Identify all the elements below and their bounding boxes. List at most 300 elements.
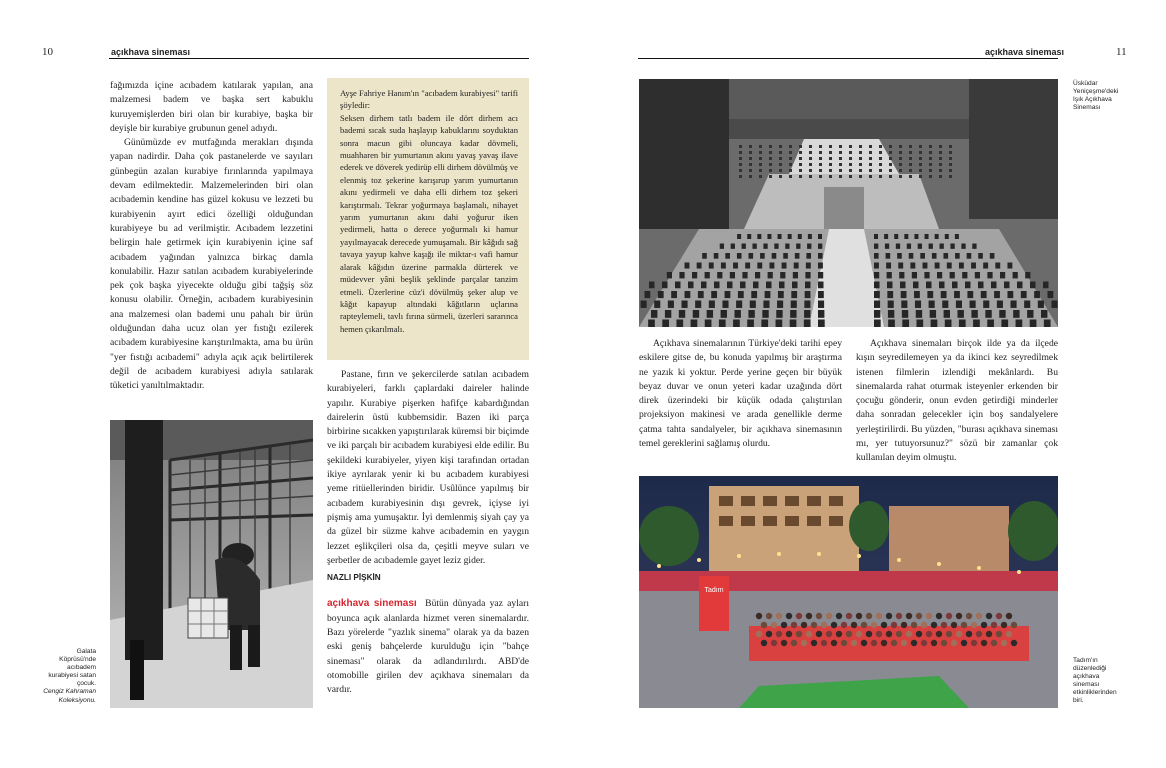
cinema-chair [944, 310, 950, 318]
left-column-2 [327, 368, 529, 698]
entry-paragraph [327, 597, 529, 697]
cinema-chair [898, 263, 903, 269]
cinema-chair [1038, 301, 1044, 308]
cinema-chair [978, 253, 983, 259]
cinema-chair [760, 253, 765, 259]
cinema-chair [796, 244, 800, 249]
cinema-chair [779, 169, 782, 172]
caption-line: Işık Açıkhava [1073, 96, 1112, 104]
recipe-sidebar [327, 78, 529, 360]
cinema-chair [748, 310, 754, 318]
cinema-chair [774, 244, 778, 249]
audience-member [866, 631, 872, 637]
cinema-chair [790, 320, 797, 328]
cinema-chair [1017, 282, 1023, 289]
cinema-chair [899, 272, 904, 278]
cinema-chair [809, 145, 812, 148]
cinema-chair [691, 320, 698, 328]
audience-member [901, 640, 907, 646]
audience-member [896, 631, 902, 637]
caption-line: Galata [76, 648, 96, 655]
cinema-chair [714, 253, 719, 259]
cinema-chair [818, 310, 824, 318]
cinema-chair [939, 145, 942, 148]
cinema-chair [759, 169, 762, 172]
audience-member [881, 640, 887, 646]
cinema-chair [829, 145, 832, 148]
cinema-chair [975, 272, 980, 278]
cinema-chair [819, 157, 822, 160]
audience-member [761, 622, 767, 628]
cinema-chair [809, 169, 812, 172]
cinema-chair [765, 291, 771, 298]
cinema-chair [967, 291, 973, 298]
cinema-chair [806, 253, 811, 259]
cinema-chair [949, 157, 952, 160]
cinema-chair [1021, 291, 1027, 298]
cinema-chair [939, 151, 942, 154]
cinema-chair [701, 282, 707, 289]
cinema-chair [889, 163, 892, 166]
cinema-chair [778, 234, 782, 239]
cinema-chair [679, 310, 685, 318]
cinema-chair [799, 151, 802, 154]
cinema-chair [902, 320, 909, 328]
cinema-chair [869, 175, 872, 178]
cinema-chair [665, 310, 671, 318]
audience-member [856, 631, 862, 637]
audience-member [861, 640, 867, 646]
cinema-chair [766, 282, 772, 289]
cinema-chair [965, 282, 971, 289]
cinema-chair [805, 282, 811, 289]
cinema-chair [818, 272, 823, 278]
audience-member [826, 613, 832, 619]
cinema-chair [818, 244, 822, 249]
cinema-chair [679, 272, 684, 278]
audience-member [936, 613, 942, 619]
audience-member [761, 640, 767, 646]
cinema-chair [654, 301, 660, 308]
page-number-right: 11 [1116, 46, 1127, 58]
cinema-chair [819, 163, 822, 166]
paragraph: Ayşe Fahriye Hanım'ın "acıbadem kurabiyesi" tarifi şöyledir: [340, 88, 518, 111]
cinema-chair [819, 145, 822, 148]
cinema-chair [783, 253, 788, 259]
cinema-chair [947, 263, 952, 269]
cinema-chair [779, 282, 785, 289]
audience-member [1006, 631, 1012, 637]
audience-member [996, 631, 1002, 637]
cinema-chair [705, 320, 712, 328]
cinema-chair [740, 282, 746, 289]
cinema-chair [949, 163, 952, 166]
cinema-chair [1027, 310, 1033, 318]
cinema-chair [919, 151, 922, 154]
cinema-chair [768, 272, 773, 278]
cinema-chair [1016, 320, 1023, 328]
audience-member [946, 631, 952, 637]
entry-heading: açıkhava sineması [327, 598, 417, 610]
cinema-chair [668, 301, 674, 308]
cinema-chair [894, 234, 898, 239]
audience-member [926, 613, 932, 619]
cinema-chair [869, 169, 872, 172]
cinema-chair [676, 320, 683, 328]
cinema-chair [879, 157, 882, 160]
cinema-chair [759, 175, 762, 178]
cinema-chair [753, 282, 759, 289]
cinema-chair [929, 151, 932, 154]
cinema-chair [779, 157, 782, 160]
cinema-chair [791, 291, 797, 298]
cinema-chair [914, 291, 920, 298]
audience-member [756, 631, 762, 637]
cinema-chair [695, 301, 701, 308]
cinema-chair [739, 163, 742, 166]
audience-member [986, 631, 992, 637]
cinema-chair [742, 244, 746, 249]
audience-member [966, 631, 972, 637]
paragraph: Açıkhava sinemalarının Türkiye'deki tarihi epey eskilere gitse de, bu konuda yapılmış bir araştırma ne yazık ki yoktur. Perde yerine geçen bir büyük beyaz duvar ve onun yeteri kadar uzağında dört direk üzerindeki bir küçük odada çalıştırılan projeksiyon makinesi ve arada genellikle derme çatma tahta sandalyeler, bir açıkhava sinemasının temel gereklerini sağlamış olurdu. [639, 338, 842, 450]
cinema-chair [913, 282, 919, 289]
audience-member [806, 613, 812, 619]
cinema-chair [737, 234, 741, 239]
audience-member [766, 631, 772, 637]
cinema-chair [885, 244, 889, 249]
cinema-chair [886, 253, 891, 259]
cinema-chair [1007, 291, 1013, 298]
cinema-chair [804, 301, 810, 308]
cinema-chair [804, 310, 810, 318]
audience-member [956, 613, 962, 619]
audience-member [831, 640, 837, 646]
audience-member [901, 622, 907, 628]
caption-line: Köprüsü'nde [59, 656, 96, 664]
cinema-chair [886, 263, 891, 269]
cinema-chair [763, 244, 767, 249]
cinema-chair [759, 151, 762, 154]
cinema-chair [949, 169, 952, 172]
cinema-chair [789, 157, 792, 160]
cinema-chair [789, 151, 792, 154]
cinema-chair [793, 272, 798, 278]
audience-member [931, 622, 937, 628]
audience-member [816, 613, 822, 619]
cinema-chair [780, 272, 785, 278]
audience-member [801, 622, 807, 628]
paragraph: Seksen dirhem tatlı badem ile dört dirhem acı bademi sıcak suda haşlayıp kabuklarını soyduktan sonra macun gibi oluncaya kadar dövmeli, muahharen bir yumurtanın akını yavaş yavaş ilave ederek ve döverek yedirüp elli dirhem dövülmüş ve elenmiş toz şekerine karışırup yarım yumurtanın akını yedirmeli ve daha elli dirhem toz şekeri karıştırmalı. Tekrar yoğurmaya başlamalı, nihayet yarım yumurtanın akını dahi yoğurur iken yedirmeli, hatta o derece yoğurmalı ki hamur yayılmayacak derecede yumuşamalı. Bir kâğıdı sağ tavaya yayup kahve kaşığı ile miktar-ı vafi hamur alarak kâğıdın üzerine parmakla dürterek ve müdevver yâni beşlik şeklinde parçalar tanzim etmeli. Üzerlerine cüz'i dövülmüş şeker alup ve kâğıt kapayup altındaki kâğıtların uçlarına rapteylemeli, tavlı fırına sürmeli, üzerleri sararınca hemen çıkarılmalı. [340, 112, 518, 334]
cinema-chair [697, 263, 702, 269]
cinema-chair [685, 291, 691, 298]
cinema-chair [967, 253, 972, 259]
cinema-chair [909, 145, 912, 148]
cinema-chair [808, 234, 812, 239]
cinema-chair [958, 310, 964, 318]
caption-line: biri. [1073, 697, 1084, 705]
audience-member [871, 640, 877, 646]
cinema-chair [807, 244, 811, 249]
cinema-chair [675, 282, 681, 289]
cinema-chair [909, 157, 912, 160]
cinema-chair [919, 169, 922, 172]
cinema-chair [874, 291, 880, 298]
audience-member [946, 613, 952, 619]
cinema-chair [929, 169, 932, 172]
cinema-chair [792, 282, 798, 289]
cinema-chair [945, 320, 952, 328]
cinema-chair [818, 291, 824, 298]
caption-line: çocuk. [76, 680, 96, 688]
cinema-chair [970, 301, 976, 308]
cinema-chair [983, 301, 989, 308]
cinema-chair [688, 282, 694, 289]
cinema-chair [651, 310, 657, 318]
cinema-chair [959, 263, 964, 269]
cinema-chair [722, 301, 728, 308]
audience-member [776, 631, 782, 637]
cinema-chair [849, 169, 852, 172]
cinema-chair [749, 253, 754, 259]
cinema-chair [929, 145, 932, 148]
audience-member [951, 622, 957, 628]
cinema-chair [1000, 272, 1005, 278]
cinema-chair [776, 310, 782, 318]
cinema-chair [859, 169, 862, 172]
cinema-chair [929, 175, 932, 178]
cinema-chair [799, 145, 802, 148]
audience-member [786, 613, 792, 619]
cinema-chair [719, 320, 726, 328]
cinema-chair [739, 145, 742, 148]
cinema-chair [752, 244, 756, 249]
cinema-chair [1030, 320, 1037, 328]
cinema-chair [887, 282, 893, 289]
cinema-chair [1030, 282, 1036, 289]
cinema-chair [918, 244, 922, 249]
audience-member [796, 613, 802, 619]
cinema-chair [896, 244, 900, 249]
cinema-chair [1024, 301, 1030, 308]
cinema-chair [879, 175, 882, 178]
cinema-chair [733, 320, 740, 328]
audience-member [1006, 613, 1012, 619]
cinema-chair [763, 301, 769, 308]
cinema-chair [698, 291, 704, 298]
cinema-chair [874, 272, 879, 278]
cinema-chair [941, 291, 947, 298]
audience-member [886, 613, 892, 619]
cinema-chair [818, 263, 823, 269]
audience-member [921, 622, 927, 628]
cinema-chair [772, 253, 777, 259]
cinema-chair [717, 272, 722, 278]
cinema-chair [935, 263, 940, 269]
cinema-chair [799, 175, 802, 178]
cinema-chair [795, 253, 800, 259]
audience-member [986, 613, 992, 619]
cinema-chair [869, 151, 872, 154]
cinema-chair [923, 263, 928, 269]
caption-line: etkinliklerinden [1073, 689, 1117, 697]
author-signature: NAZLI PİŞKİN [327, 573, 381, 583]
cinema-chair [909, 175, 912, 178]
cinema-chair [1007, 263, 1012, 269]
audience-member [846, 613, 852, 619]
cinema-chair [859, 151, 862, 154]
audience-member [841, 622, 847, 628]
cinema-chair [839, 163, 842, 166]
cinema-chair [874, 253, 879, 259]
cinema-chair [889, 151, 892, 154]
cinema-chair [649, 282, 655, 289]
cinema-chair [1004, 282, 1010, 289]
cinema-chair [955, 234, 959, 239]
open-air-cinema-photo-image [639, 79, 1058, 327]
cinema-chair [897, 253, 902, 259]
audience-member [831, 622, 837, 628]
cinema-chair [902, 310, 908, 318]
cinema-chair [950, 272, 955, 278]
cinema-chair [749, 163, 752, 166]
cinema-chair [943, 253, 948, 259]
cinema-chair [778, 291, 784, 298]
audience-member [1001, 640, 1007, 646]
cinema-chair [809, 157, 812, 160]
cinema-chair [884, 234, 888, 239]
cinema-chair [849, 145, 852, 148]
audience-member [796, 631, 802, 637]
cinema-chair [644, 291, 650, 298]
header-rule-left [109, 58, 529, 59]
cinema-chair [926, 282, 932, 289]
cinema-chair [809, 151, 812, 154]
cinema-chair [839, 145, 842, 148]
cinema-chair [759, 157, 762, 160]
cinema-chair [849, 157, 852, 160]
audience-member [861, 622, 867, 628]
cinema-chair [939, 175, 942, 178]
audience-member [801, 640, 807, 646]
audience-member [886, 631, 892, 637]
cinema-chair [727, 282, 733, 289]
cinema-chair [747, 320, 754, 328]
cinema-chair [769, 151, 772, 154]
cinema-chair [887, 272, 892, 278]
banner-brand: Tadım [704, 587, 724, 594]
cinema-chair [1051, 301, 1057, 308]
cinema-chair [919, 175, 922, 178]
cinema-chair [909, 253, 914, 259]
caption-line: Yeniçeşme'deki [1073, 88, 1119, 96]
cinema-chair [889, 157, 892, 160]
audience-member [781, 622, 787, 628]
cinema-chair [714, 282, 720, 289]
cinema-chair [782, 263, 787, 269]
cinema-chair [1048, 291, 1054, 298]
cinema-chair [739, 151, 742, 154]
cinema-chair [1001, 320, 1008, 328]
cinema-chair [995, 263, 1000, 269]
audience-member [941, 640, 947, 646]
audience-member [991, 622, 997, 628]
audience-member [766, 613, 772, 619]
cinema-chair [916, 310, 922, 318]
cinema-chair [761, 320, 768, 328]
cinema-chair [985, 310, 991, 318]
cinema-chair [777, 301, 783, 308]
left-column-2-paragraphs [327, 368, 529, 568]
cinema-chair [1041, 310, 1047, 318]
audience-member [971, 622, 977, 628]
cinema-chair [818, 282, 824, 289]
open-air-cinema-photo [639, 79, 1058, 327]
cinema-chair [779, 151, 782, 154]
cinema-chair [705, 272, 710, 278]
cinema-chair [1013, 310, 1019, 318]
cinema-chair [888, 320, 895, 328]
caption-credit: Koleksiyonu. [58, 696, 96, 704]
cinema-chair [879, 151, 882, 154]
cinema-chair [839, 175, 842, 178]
cinema-chair [935, 234, 939, 239]
audience-member [996, 613, 1002, 619]
cinema-chair [931, 320, 938, 328]
running-head-left: açıkhava sineması [111, 47, 191, 57]
cinema-chair [929, 244, 933, 249]
cinema-chair [900, 282, 906, 289]
galata-photo-caption [42, 648, 96, 705]
cinema-chair [757, 234, 761, 239]
paragraph: Pastane, fırın ve şekercilerde satılan acıbadem kurabiyeleri, farklı çaplardaki daireler halinde yapılır. Kurabiye pişerken hafifçe kabardığından dairelerin üstü kubbemsidir. Bazen iki parça birbirine sıcakken yapıştırılarak küremsi bir biçimde ve iki parçalı bir acıbadem kurabiyesi elde edilir. Bu şekildeki kurabiyeler, yiyen kişi tarafından ortadan ikiye ayrılarak yenir ki bu acıbadem kurabiyesi yeme ritüellerinden biridir. Usûlünce yapılmış bir acıbadem kurabiyesinin dışı gevrek, içiyse iyi pişmiş ama yumuşaktır. İyi demlenmiş siyah çay ya da güzel bir süzme kahve acıbademin en yaygın lezzet eşlikçileri olsa da, çeşitli meyve suları ve şerbetler de acıbademle gayet leziz gider. [327, 369, 529, 566]
cinema-chair [734, 310, 740, 318]
audience-member [856, 613, 862, 619]
cinema-chair [950, 244, 954, 249]
cinema-chair [789, 175, 792, 178]
cinema-chair [927, 291, 933, 298]
cinema-chair [733, 263, 738, 269]
paragraph: Açıkhava sinemaları birçok ilde ya da ilçede kışın seyredilemeyen ya da ikinci kez seyredilmek istenen filmlerin izlendiği mekânlardı. Bu sinemalarda rahat oturmak isteyenler erkenden bir çocuğu gönderir, onun evden getirdiği minderler daha sonradan gelecekler için boş sandalyelere yerleştirilirdi. Bu yüzden, "burası açıkhava sineması mı, yer tutuyorsunuz?" sözü bir zamanlar çok kullanılan deyim olmuştu. [856, 338, 1058, 464]
cinema-chair [942, 301, 948, 308]
cinema-chair [759, 163, 762, 166]
audience-member [836, 631, 842, 637]
cinema-chair [879, 145, 882, 148]
audience-member [811, 622, 817, 628]
cinema-chair [990, 253, 995, 259]
audience-member [891, 622, 897, 628]
cinema-chair [769, 157, 772, 160]
cinema-chair [889, 145, 892, 148]
cinema-chair [899, 169, 902, 172]
cinema-chair [791, 301, 797, 308]
audience-member [781, 640, 787, 646]
caption-line: Sineması [1073, 104, 1101, 112]
cinema-chair [945, 234, 949, 239]
cinema-chair [997, 301, 1003, 308]
cinema-chair [818, 301, 824, 308]
audience-member [951, 640, 957, 646]
cinema-chair [693, 310, 699, 318]
cinema-chair [991, 282, 997, 289]
cinema-chair [954, 291, 960, 298]
cinema-chair [739, 175, 742, 178]
cinema-chair [671, 291, 677, 298]
cinema-chair [818, 320, 825, 328]
cinema-chair [904, 234, 908, 239]
cinema-chair [776, 320, 783, 328]
audience-member [916, 613, 922, 619]
cinema-chair [839, 169, 842, 172]
